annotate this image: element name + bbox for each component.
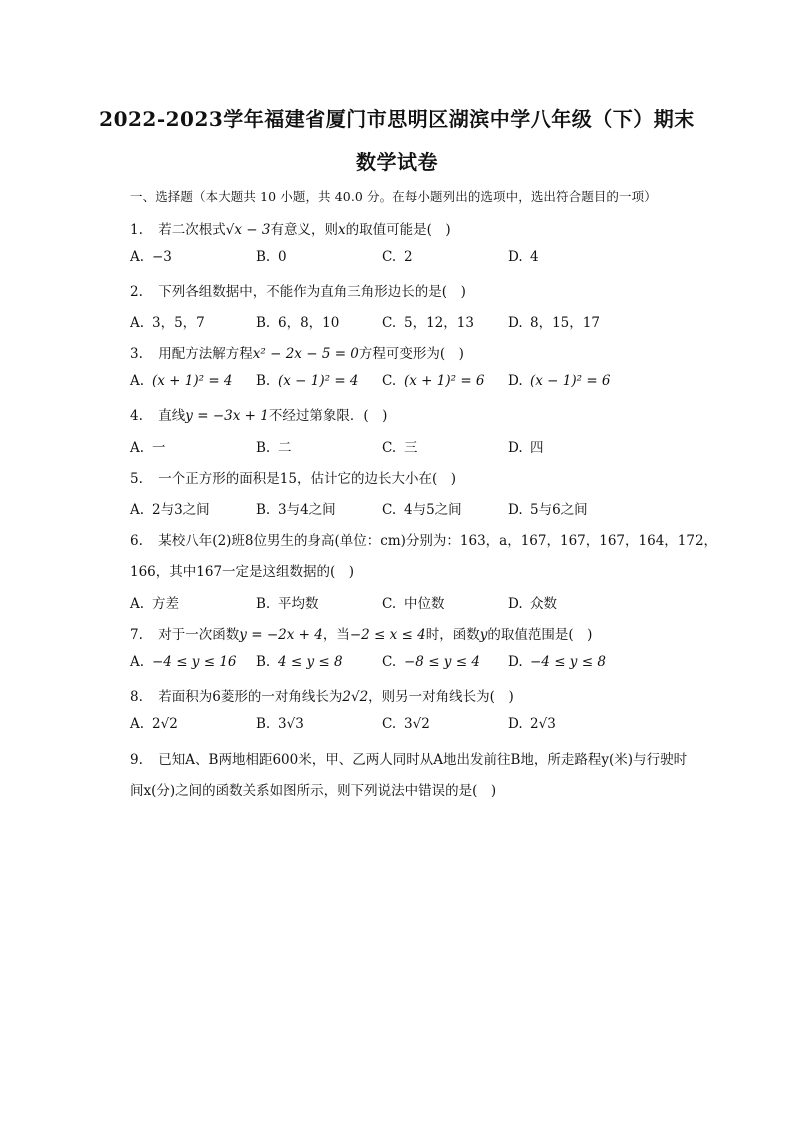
question-number: 5. [130, 471, 143, 487]
question-9: 9. 已知A、B两地相距600米，甲、乙两人同时从A地出发前往B地，所走路程y(米)与行驶时 [130, 752, 688, 768]
question-number: 2. [130, 284, 143, 300]
option-b[interactable]: B. 二 [256, 440, 292, 456]
option-a[interactable]: A. −4 ≤ y ≤ 16 [130, 654, 237, 670]
question-1-options [130, 249, 630, 271]
option-d[interactable]: D. 4 [508, 249, 539, 265]
option-b[interactable]: B. 4 ≤ y ≤ 8 [256, 654, 343, 670]
option-b[interactable]: B. 3与4之间 [256, 502, 336, 518]
option-c[interactable]: C. (x + 1)² = 6 [382, 373, 485, 389]
question-3: 3. 用配方法解方程x² − 2x − 5 = 0方程可变形为( ) [130, 346, 464, 362]
option-a[interactable]: A. 3，5，7 [130, 315, 205, 331]
question-4: 4. 直线y = −3x + 1不经过第象限．( ) [130, 408, 388, 424]
option-b[interactable]: B. 0 [256, 249, 287, 265]
question-number: 6. [130, 533, 143, 549]
question-1: 1. 若二次根式√x − 3有意义，则x的取值可能是( ) [130, 222, 451, 238]
option-c[interactable]: C. 4与5之间 [382, 502, 462, 518]
question-6-line2: 166，其中167一定是这组数据的( ) [130, 564, 355, 580]
option-d[interactable]: D. 众数 [508, 596, 557, 612]
exam-title-line2: 数学试卷 [356, 150, 438, 174]
question-number: 9. [130, 752, 143, 768]
option-c[interactable]: C. 2 [382, 249, 413, 265]
question-5-options [130, 498, 630, 520]
option-a[interactable]: A. 一 [130, 440, 166, 456]
option-b[interactable]: B. 平均数 [256, 596, 319, 612]
question-4-options [130, 436, 630, 458]
option-c[interactable]: C. −8 ≤ y ≤ 4 [382, 654, 480, 670]
question-number: 3. [130, 346, 143, 362]
option-b[interactable]: B. 6，8，10 [256, 315, 340, 331]
option-d[interactable]: D. 5与6之间 [508, 502, 588, 518]
question-8: 8. 若面积为6菱形的一对角线长为2√2，则另一对角线长为( ) [130, 689, 514, 705]
option-a[interactable]: A. −3 [130, 249, 172, 265]
question-number: 4. [130, 408, 143, 424]
question-number: 1. [130, 222, 143, 238]
question-number: 7. [130, 627, 143, 643]
option-c[interactable]: C. 3√2 [382, 716, 430, 732]
sqrt-expression: √x − 3 [225, 222, 271, 238]
option-d[interactable]: D. (x − 1)² = 6 [508, 373, 611, 389]
question-6: 6. 某校八年(2)班8位男生的身高(单位：cm)分别为：163，a，167，167，167，164，172， [130, 533, 718, 549]
question-8-options [130, 716, 630, 738]
option-a[interactable]: A. 2与3之间 [130, 502, 210, 518]
option-b[interactable]: B. 3√3 [256, 716, 304, 732]
question-6-options [130, 592, 630, 614]
option-d[interactable]: D. −4 ≤ y ≤ 8 [508, 654, 606, 670]
option-b[interactable]: B. (x − 1)² = 4 [256, 373, 359, 389]
option-c[interactable]: C. 5，12，13 [382, 315, 474, 331]
option-d[interactable]: D. 8，15，17 [508, 315, 600, 331]
option-c[interactable]: C. 中位数 [382, 596, 445, 612]
option-c[interactable]: C. 三 [382, 440, 418, 456]
question-7: 7. 对于一次函数y = −2x + 4，当−2 ≤ x ≤ 4时，函数y的取值范围是( ) [130, 627, 593, 643]
option-a[interactable]: A. 2√2 [130, 716, 178, 732]
question-2-options [130, 311, 630, 333]
question-number: 8. [130, 689, 143, 705]
option-a[interactable]: A. 方差 [130, 596, 179, 612]
option-d[interactable]: D. 四 [508, 440, 544, 456]
section-heading: 一、选择题（本大题共 10 小题，共 40.0 分。在每小题列出的选项中，选出符合题目的一项） [130, 189, 657, 204]
question-2: 2. 下列各组数据中，不能作为直角三角形边长的是( ) [130, 284, 466, 300]
question-5: 5. 一个正方形的面积是15，估计它的边长大小在( ) [130, 471, 457, 487]
option-a[interactable]: A. (x + 1)² = 4 [130, 373, 233, 389]
question-9-line2: 间x(分)之间的函数关系如图所示，则下列说法中错误的是( ) [130, 783, 497, 799]
question-7-options [130, 654, 630, 676]
exam-title-line1: 2022-2023学年福建省厦门市思明区湖滨中学八年级（下）期末 [99, 107, 695, 131]
question-3-options [130, 373, 630, 395]
option-d[interactable]: D. 2√3 [508, 716, 556, 732]
